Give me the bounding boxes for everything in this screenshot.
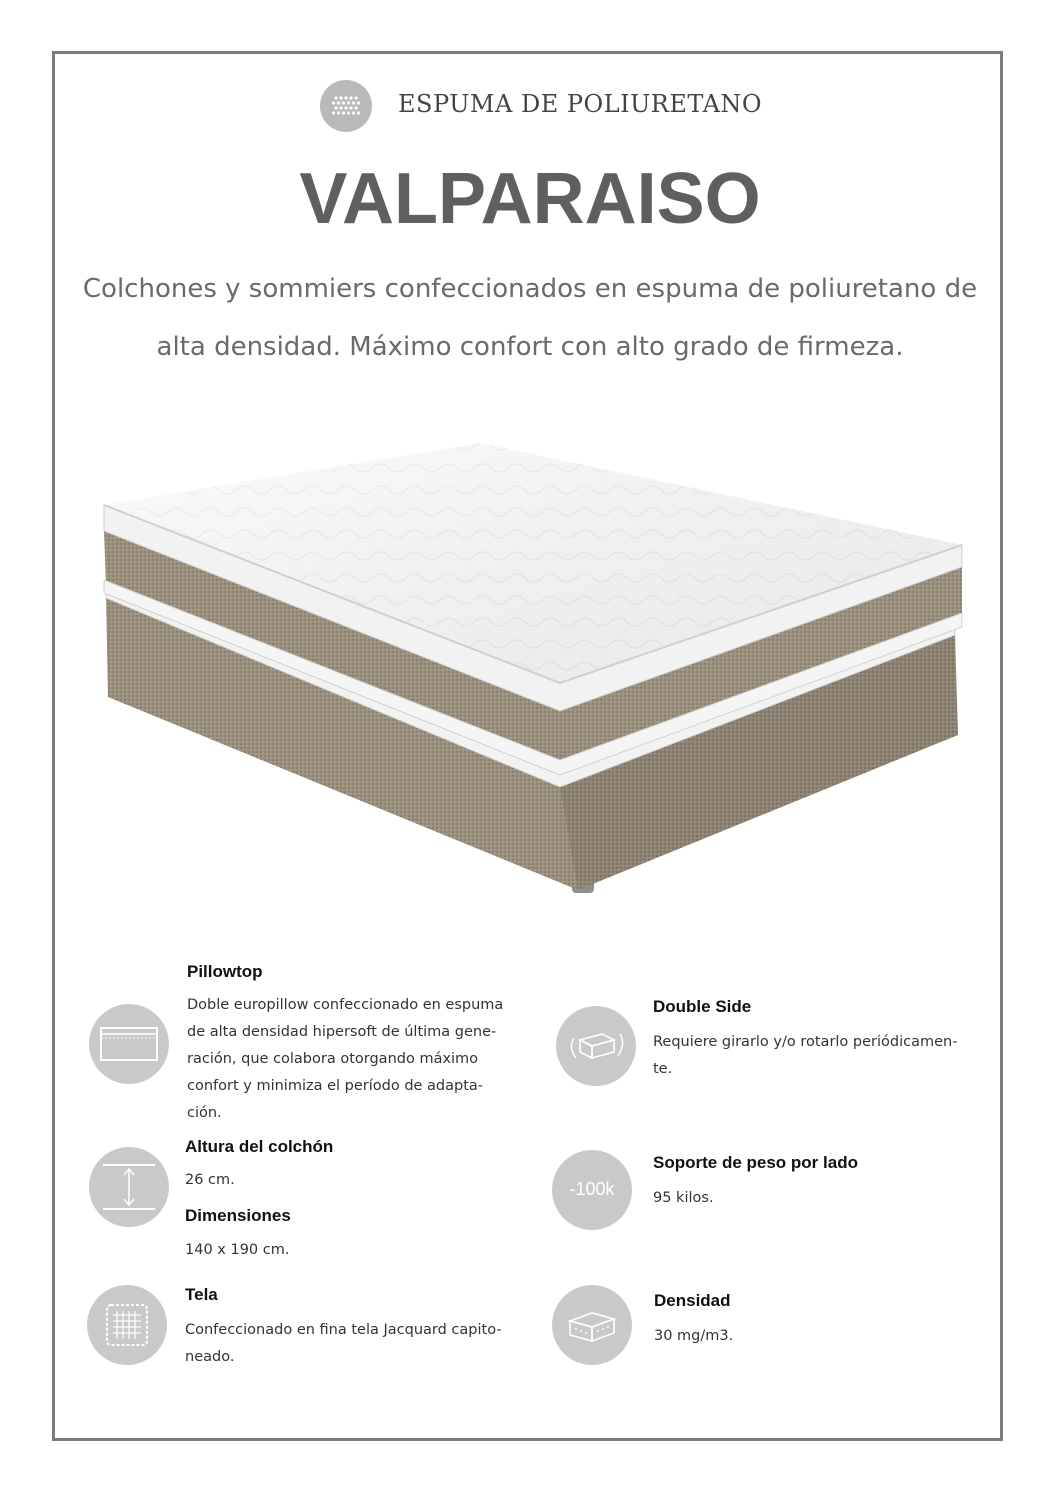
text-line: ración, que colabora otorgando máximo [187,1051,479,1067]
text-line: de alta densidad hipersoft de última gene- [187,1024,497,1040]
description-line-1: Colchones y sommiers confeccionados en espuma de poliuretano de [82,274,978,304]
product-title: VALPARAISO [299,159,761,239]
feature-value: 140 x 190 cm. [185,1242,290,1258]
feature-value: 95 kilos. [653,1190,714,1206]
text-line: Confeccionado en fina tela Jacquard capito- [185,1322,502,1338]
text-line: confort y minimiza el período de adapta- [187,1078,484,1094]
feature-text [653,1029,989,1083]
feature-value: 30 mg/m3. [654,1328,734,1344]
feature-title: Tela [185,1285,218,1304]
product-description [80,260,980,376]
category-label: ESPUMA DE POLIURETANO [398,90,763,118]
weight-badge: -100k [569,1179,615,1199]
feature-value: 26 cm. [185,1172,235,1188]
text-line: ción. [187,1105,222,1121]
rotate-mattress-icon [556,1006,636,1086]
text-line: neado. [185,1349,235,1365]
density-block-icon [552,1285,632,1365]
height-arrow-icon [89,1147,169,1227]
feature-text [185,1317,521,1371]
fabric-icon [87,1285,167,1365]
feature-title: Double Side [653,997,752,1016]
text-line: Doble europillow confeccionado en espuma [187,997,504,1013]
foam-dots-icon [320,80,372,132]
pillowtop-layer-icon [89,1004,169,1084]
feature-title: Pillowtop [187,962,263,981]
category-header [0,78,1060,132]
text-line: te. [653,1061,673,1077]
mattress-and-boxspring [100,435,970,910]
feature-title: Soporte de peso por lado [653,1153,858,1172]
weight-badge-icon [552,1150,632,1230]
feature-title: Altura del colchón [185,1137,334,1156]
feature-title: Densidad [654,1291,731,1310]
feature-text [187,992,521,1127]
description-line-2: alta densidad. Máximo confort con alto grado de firmeza. [156,332,904,362]
feature-title: Dimensiones [185,1206,291,1225]
text-line: Requiere girarlo y/o rotarlo periódicamen- [653,1034,958,1050]
